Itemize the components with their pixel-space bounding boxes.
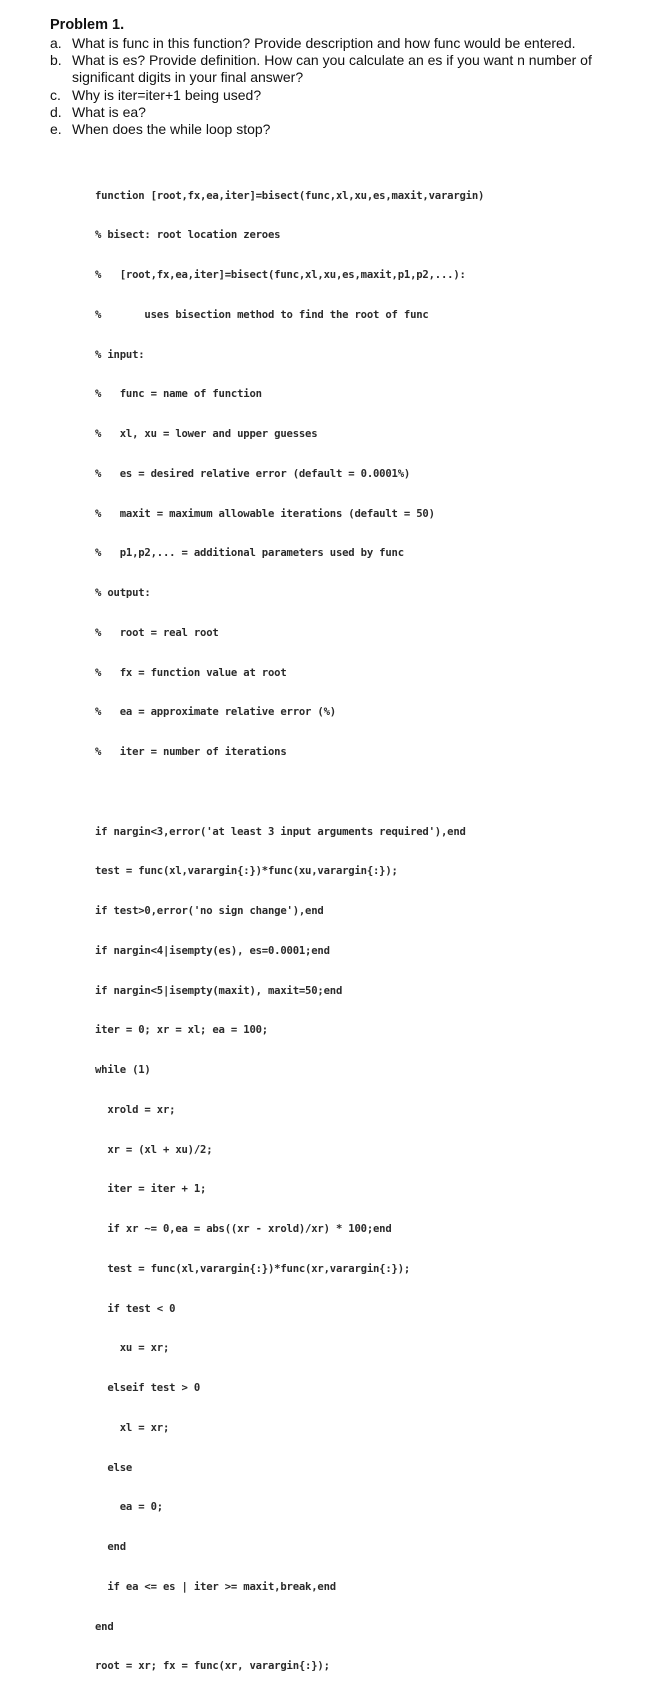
code-comment-line: % maxit = maximum allowable iterations (default = 50) [95,507,435,520]
problem-title: Problem 1. [50,17,125,33]
question-item [50,52,650,86]
code-line: if nargin<5|isempty(maxit), maxit=50;end [95,984,343,997]
code-line: if test>0,error('no sign change'),end [95,905,324,917]
code-line: test = func(xl,varargin{:})*func(xr,varargin{:}); [95,1262,411,1275]
code-line: test = func(xl,varargin{:})*func(xu,varargin{:}); [95,865,398,878]
code-line: xrold = xr; [95,1103,176,1116]
question-letter: b. [50,52,62,69]
code-line: end [95,1541,126,1553]
code-comment-line: % root = real root [95,626,219,639]
code-line: root = xr; fx = func(xr, varargin{:}); [95,1660,330,1673]
question-text: Why is iter=iter+1 being used? [72,86,262,103]
code-line: ea = 0; [95,1501,163,1514]
code-line: xr = (xl + xu)/2; [95,1143,213,1156]
code-line: if test < 0 [95,1302,176,1315]
question-item [50,121,650,138]
code-line: else [95,1461,133,1474]
question-item [50,87,650,104]
question-text: What is ea? [72,103,146,120]
code-comment-line: % func = name of function [95,388,262,401]
question-letter: a. [50,35,62,51]
code-line: end [95,1620,114,1633]
question-item [50,104,650,121]
code-comment-line: % iter = number of iterations [95,746,287,758]
code-line: xu = xr; [95,1342,170,1355]
code-line: if nargin<3,error('at least 3 input arguments required'),end [95,825,466,838]
question-text: What is func in this function? Provide description and how func would be entered. [72,35,576,51]
question-text: When does the while loop stop? [72,121,271,138]
code-listing [95,163,655,1687]
code-line: if ea <= es | iter >= maxit,break,end [95,1580,336,1593]
code-comment-line: % fx = function value at root [95,666,287,679]
question-item [50,35,650,52]
code-comment-line: % output: [95,587,151,599]
code-line: elseif test > 0 [95,1382,201,1394]
code-line: iter = iter + 1; [95,1183,207,1196]
code-line: function [root,fx,ea,iter]=bisect(func,xl,xu,es,maxit,varargin) [95,189,485,202]
code-line: if xr ~= 0,ea = abs((xr - xrold)/xr) * 100;end [95,1223,392,1235]
code-comment-line: % bisect: root location zeroes [95,229,281,242]
code-comment-line: % input: [95,348,145,361]
code-line: iter = 0; xr = xl; ea = 100; [95,1024,268,1037]
problem-section [50,16,650,138]
code-comment-line: % xl, xu = lower and upper guesses [95,428,318,440]
code-line: if nargin<4|isempty(es), es=0.0001;end [95,944,330,957]
question-list [50,35,650,138]
code-comment-line: % ea = approximate relative error (%) [95,706,336,719]
code-line: while (1) [95,1064,151,1076]
question-letter: d. [50,103,62,120]
code-line: xl = xr; [95,1421,170,1434]
question-text: What is es? Provide definition. How can you calculate an es if you want n number of significant digits in your final answer? [72,52,592,86]
code-comment-line: % es = desired relative error (default = 0.0001%) [95,467,411,480]
question-letter: e. [50,121,62,138]
code-comment-line: % uses bisection method to find the root of func [95,308,429,321]
question-letter: c. [50,86,61,103]
code-blank-line [95,786,655,799]
code-comment-line: % [root,fx,ea,iter]=bisect(func,xl,xu,es,maxit,p1,p2,...): [95,269,466,281]
code-comment-line: % p1,p2,... = additional parameters used by func [95,547,404,560]
